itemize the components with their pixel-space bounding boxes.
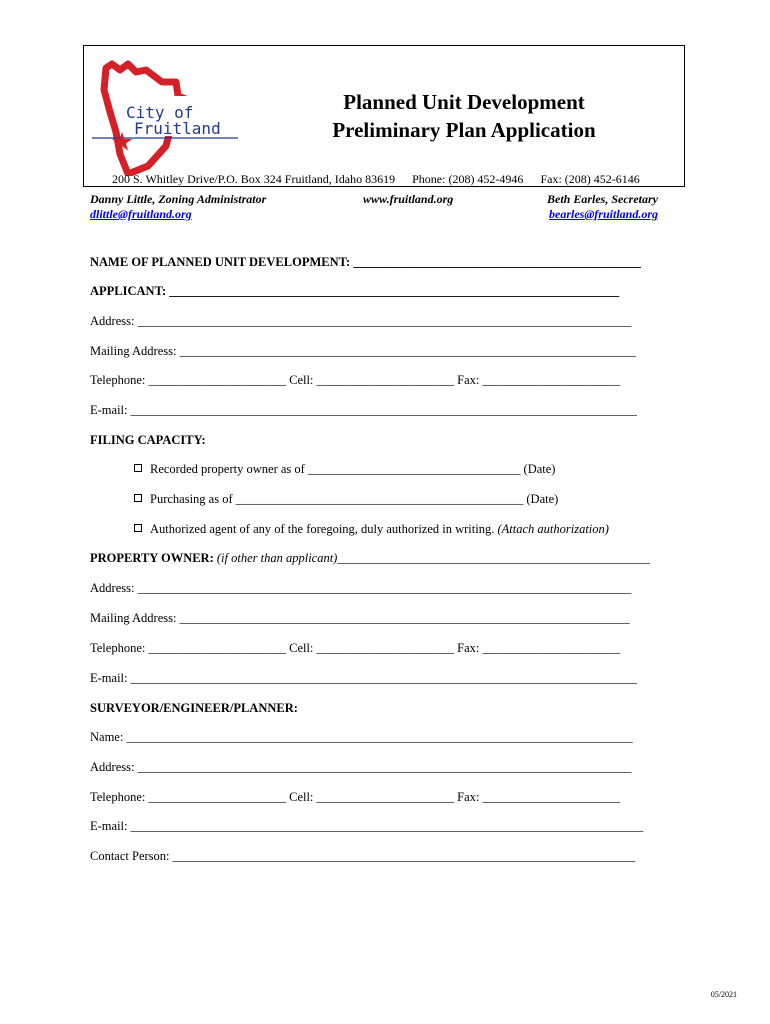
property-owner-note: (if other than applicant) <box>216 551 338 565</box>
applicant-address-field[interactable]: Address: _______________________________________________________________________________ <box>90 314 632 328</box>
logo-line2: Fruitland <box>134 119 221 138</box>
owner-email-field[interactable]: E-mail: _________________________________________________________________________________ <box>90 671 637 685</box>
zoning-admin-email-link[interactable]: dlittle@fruitland.org <box>90 207 192 221</box>
checkbox-authorized-agent[interactable] <box>134 524 142 532</box>
owner-address-field[interactable]: Address: _______________________________________________________________________________ <box>90 581 632 595</box>
surveyor-phones-field[interactable]: Telephone: ______________________ Cell: ______________________ Fax: ______________________ <box>90 790 621 804</box>
applicant-field[interactable]: APPLICANT: ________________________________________________________________________ <box>90 284 620 298</box>
option-recorded-owner[interactable] <box>134 462 555 477</box>
city-of-fruitland-logo <box>90 56 240 176</box>
website-text: www.fruitland.org <box>363 192 454 206</box>
zoning-admin-name: Danny Little, Zoning Administrator <box>90 192 267 206</box>
option-authorized-agent[interactable] <box>134 522 609 537</box>
office-fax: Fax: (208) 452-6146 <box>540 172 640 186</box>
applicant-mailing-field[interactable]: Mailing Address: _________________________________________________________________________ <box>90 344 636 358</box>
checkbox-purchasing[interactable] <box>134 494 142 502</box>
surveyor-email-field[interactable]: E-mail: __________________________________________________________________________________ <box>90 819 644 833</box>
zoning-admin-contact <box>90 192 266 222</box>
applicant-email-field[interactable]: E-mail: _________________________________________________________________________________ <box>90 403 637 417</box>
applicant-phones-field[interactable]: Telephone: ______________________ Cell: ______________________ Fax: ______________________ <box>90 373 621 387</box>
office-address-line <box>112 172 672 187</box>
revision-date: 05/2021 <box>710 990 737 999</box>
surveyor-heading: SURVEYOR/ENGINEER/PLANNER: <box>90 701 298 715</box>
property-owner-blank[interactable]: __________________________________________________ <box>337 551 650 565</box>
option-recorded-owner-label: Recorded property owner as of __________________________________ (Date) <box>150 462 556 476</box>
checkbox-recorded-owner[interactable] <box>134 464 142 472</box>
owner-mailing-field[interactable]: Mailing Address: ________________________________________________________________________ <box>90 611 630 625</box>
letterhead-box <box>83 45 685 187</box>
surveyor-name-field[interactable]: Name: _________________________________________________________________________________ <box>90 730 633 744</box>
contact-person-field[interactable]: Contact Person: __________________________________________________________________________ <box>90 849 636 863</box>
pud-name-field[interactable]: NAME OF PLANNED UNIT DEVELOPMENT: ______________________________________________ <box>90 255 641 269</box>
logo-line1: City of <box>126 103 194 122</box>
office-phone: Phone: (208) 452-4946 <box>412 172 524 186</box>
owner-phones-field[interactable]: Telephone: ______________________ Cell: ______________________ Fax: ______________________ <box>90 641 621 655</box>
secretary-name: Beth Earles, Secretary <box>547 192 658 206</box>
title-line2: Preliminary Plan Application <box>332 118 596 142</box>
office-address: 200 S. Whitley Drive/P.O. Box 324 Fruitland, Idaho 83619 <box>112 172 396 186</box>
surveyor-address-field[interactable]: Address: _______________________________________________________________________________ <box>90 760 632 774</box>
form-title <box>284 88 644 144</box>
secretary-contact <box>547 192 658 222</box>
title-line1: Planned Unit Development <box>343 90 585 114</box>
option-purchasing[interactable] <box>134 492 558 507</box>
property-owner-field[interactable] <box>90 551 650 566</box>
filing-capacity-heading: FILING CAPACITY: <box>90 433 206 447</box>
secretary-email-link[interactable]: bearles@fruitland.org <box>549 207 658 221</box>
option-authorized-agent-label: Authorized agent of any of the foregoing, duly authorized in writing. <box>150 522 495 536</box>
option-purchasing-label: Purchasing as of ______________________________________________ (Date) <box>150 492 559 506</box>
property-owner-label: PROPERTY OWNER: <box>90 551 214 565</box>
attach-authorization-note: (Attach authorization) <box>497 522 609 536</box>
